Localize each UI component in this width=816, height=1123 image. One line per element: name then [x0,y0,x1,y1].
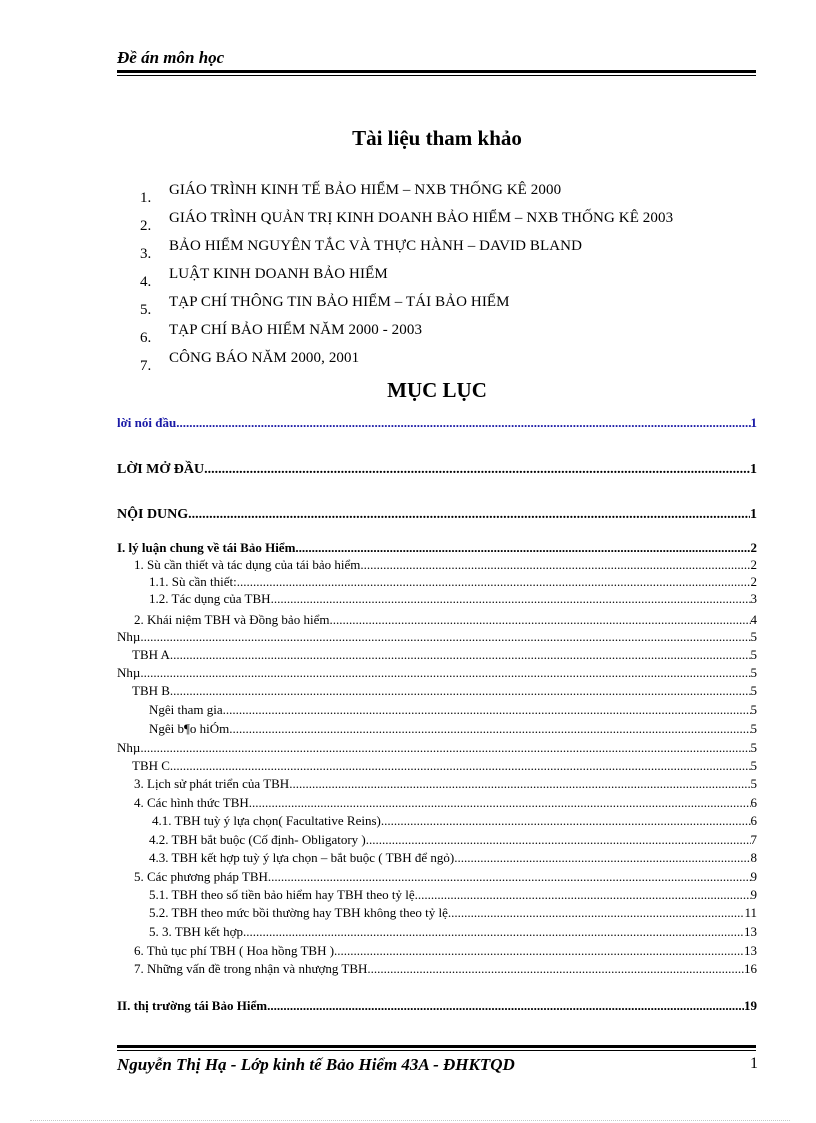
page-edge [30,1120,790,1121]
toc-entry[interactable]: 4.3. TBH kết hợp tuỳ ý lựa chọn – bắt buộc ( TBH để ngỏ) ..... 8 [117,850,757,866]
toc-entry[interactable]: 6. Thủ tục phí TBH ( Hoa hồng TBH ) ..... 13 [117,943,757,959]
toc-entry[interactable]: Nhµ ..... 5 [117,665,757,681]
toc-entry[interactable]: Nhµ ..... 5 [117,629,757,645]
toc-entry-section-2[interactable]: II. thị trường tái Bảo Hiểm ..... 19 [117,998,757,1014]
toc-entry[interactable]: 4.1. TBH tuỳ ý lựa chọn( Facultative Reins) ..... 6 [117,813,757,829]
toc-title: MỤC LỤC [387,378,487,402]
toc-entry[interactable]: TBH A ..... 5 [117,647,757,663]
toc-entry[interactable]: 5.1. TBH theo số tiền bảo hiểm hay TBH theo tỷ lệ. ..... 9 [117,887,757,903]
toc-entry[interactable]: Ngêi tham gia ..... 5 [117,702,757,718]
toc-entry-section-1[interactable]: I. lý luận chung về tái Bảo Hiểm. ..... 2 [117,540,757,556]
reference-item: 7. CÔNG BÁO NĂM 2000, 2001 [140,350,360,374]
toc-entry[interactable]: Ngêi b¶o hiÓm ..... 5 [117,721,757,737]
page-number: 1 [750,1055,758,1072]
toc-entry[interactable]: Nhµ ..... 5 [117,740,757,756]
toc-entry[interactable]: 1.2. Tác dụng của TBH ..... 3 [117,591,757,607]
toc-entry-intro-lower[interactable]: lời nói đầu ..... 1 [117,415,757,431]
toc-entry[interactable]: 5. 3. TBH kết hợp ..... 13 [117,924,757,940]
toc-entry[interactable]: 4.2. TBH bắt buộc (Cố định- Obligatory ) ..... 7 [117,832,757,848]
reference-item: 5. TẠP CHÍ THÔNG TIN BẢO HIỂM – TÁI BẢO HIỂM [140,294,510,318]
toc-entry-intro[interactable]: LỜI MỞ ĐẦU ..... 1 [117,462,757,478]
page-header: Đề án môn học [117,48,225,67]
toc-entry[interactable]: 7. Những vấn đề trong nhận và nhượng TBH. ..... 16 [117,961,757,977]
toc-entry[interactable]: 5. Các phương pháp TBH. ..... 9 [117,869,757,885]
toc-entry[interactable]: TBH C ..... 5 [117,758,757,774]
toc-entry[interactable]: 1.1. Sù cần thiết: ..... 2 [117,574,757,590]
toc-entry-content[interactable]: NỘI DUNG ..... 1 [117,507,757,523]
toc-entry[interactable]: 4. Các hình thức TBH ..... 6 [117,795,757,811]
toc-entry[interactable]: 1. Sù cần thiết và tác dụng của tái bảo hiểm. ..... 2 [117,557,757,573]
reference-item: 4. LUẬT KINH DOANH BẢO HIỂM [140,266,388,290]
toc-entry[interactable]: 5.2. TBH theo mức bồi thường hay TBH không theo tỷ lệ. ..... 11 [117,905,757,921]
reference-item: 2. GIÁO TRÌNH QUẢN TRỊ KINH DOANH BẢO HIỂM – NXB THỐNG KÊ 2003 [140,210,674,234]
reference-item: 6. TẠP CHÍ BẢO HIỂM NĂM 2000 - 2003 [140,322,423,346]
footer-rule-thin [117,1050,756,1051]
page-footer: Nguyễn Thị Hạ - Lớp kinh tế Bảo Hiểm 43A - ĐHKTQD [117,1055,515,1074]
toc-entry[interactable]: TBH B ..... 5 [117,683,757,699]
toc-entry[interactable]: 3. Lịch sử phát triển của TBH. ..... 5 [117,776,757,792]
header-rule-thick [117,70,756,73]
footer-rule-thick [117,1045,756,1048]
header-rule-thin [117,75,756,76]
references-title: Tài liệu tham khảo [352,126,522,150]
reference-item: 3. BẢO HIỂM NGUYÊN TẮC VÀ THỰC HÀNH – DAVID BLAND [140,238,583,262]
reference-item: 1. GIÁO TRÌNH KINH TẾ BẢO HIỂM – NXB THỐNG KÊ 2000 [140,182,562,206]
toc-entry[interactable]: 2. Khái niệm TBH và Đồng bảo hiểm. ..... 4 [117,612,757,628]
references-list [140,180,673,376]
